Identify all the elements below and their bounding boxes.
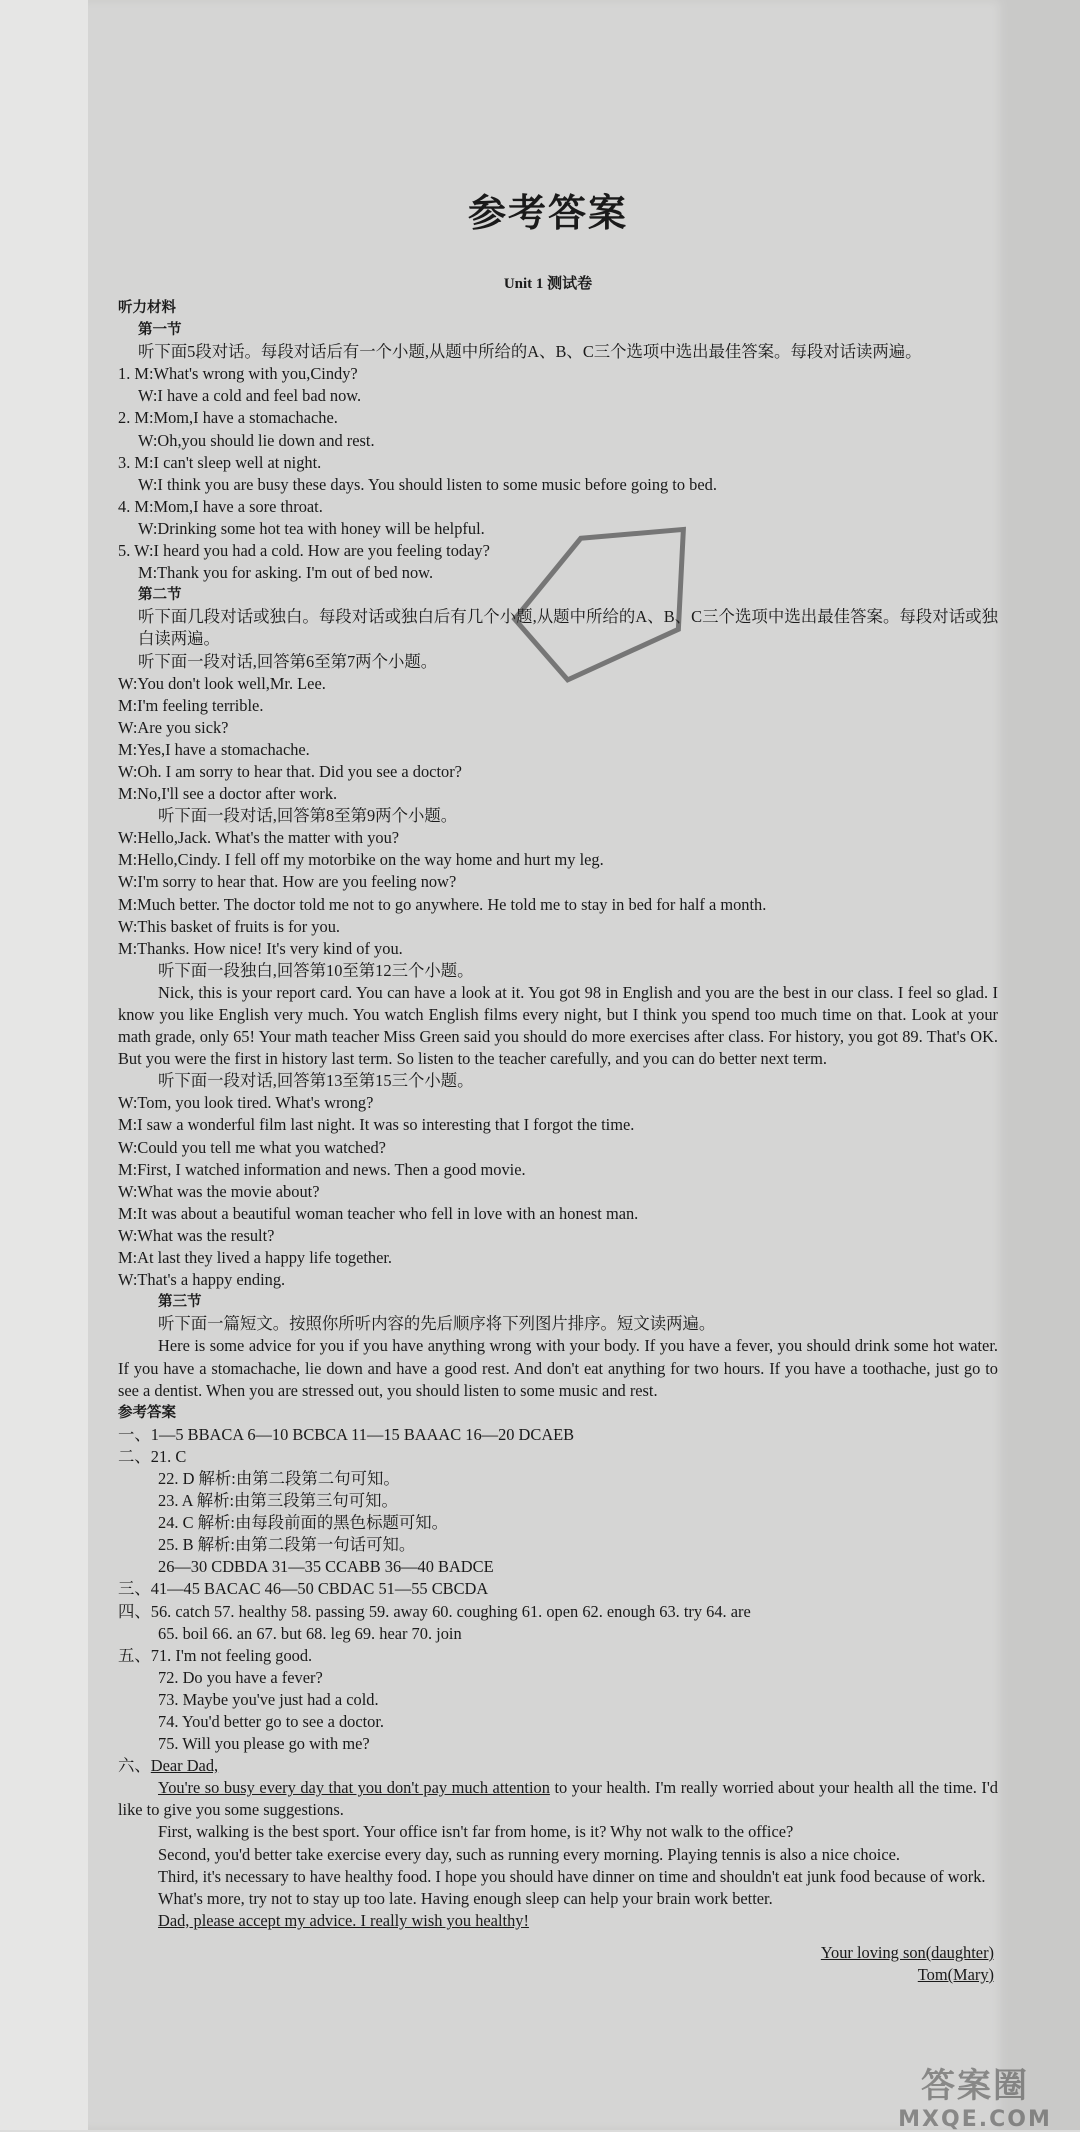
dialogue-line: W:I'm sorry to hear that. How are you feeling now? <box>118 872 457 892</box>
dialogue-line: W:What was the movie about? <box>118 1181 320 1201</box>
letter-greeting-line <box>118 1755 998 1777</box>
answer-line: 25. B 解析:由第二段第一句话可知。 <box>158 1535 416 1555</box>
answer-line: 72. Do you have a fever? <box>158 1667 323 1687</box>
listening-heading: 听力材料 <box>118 300 176 316</box>
answer-line: 73. Maybe you've just had a cold. <box>158 1689 379 1709</box>
dialogue-line: M:Hello,Cindy. I fell off my motorbike on the way home and hurt my leg. <box>118 850 604 870</box>
letter-paragraph: Third, it's necessary to have healthy food. I hope you should have dinner on time and shouldn't eat junk food because of work. <box>158 1866 986 1886</box>
section-2-intro: 听下面几段对话或独白。每段对话或独白后有几个小题,从题中所给的A、B、C三个选项中选出最佳答案。每段对话或独白读两遍。 <box>138 607 998 649</box>
section-3-heading: 第三节 <box>158 1294 202 1311</box>
dialogue-line: M:It was about a beautiful woman teacher who fell in love with an honest man. <box>118 1203 639 1223</box>
dialogue-intro: 听下面一段对话,回答第6至第7两个小题。 <box>138 651 438 671</box>
dialogue-intro: 听下面一段对话,回答第13至第15三个小题。 <box>158 1071 474 1091</box>
signature-line: Tom(Mary) <box>917 1965 994 1985</box>
answer-line: 五、71. I'm not feeling good. <box>118 1645 313 1665</box>
dialogue-line: M:I saw a wonderful film last night. It was so interesting that I forgot the time. <box>118 1115 635 1135</box>
dialogue-line: W:Oh. I am sorry to hear that. Did you see a doctor? <box>118 761 462 781</box>
dialogue-line: W:What was the result? <box>118 1225 275 1245</box>
section-2-heading: 第二节 <box>138 587 182 604</box>
answer-line: 二、21. C <box>118 1446 187 1466</box>
section-3-intro: 听下面一篇短文。按照你所听内容的先后顺序将下列图片排序。短文读两遍。 <box>158 1314 716 1334</box>
letter-paragraph: First, walking is the best sport. Your office isn't far from home, is it? Why not walk to the office? <box>158 1822 794 1842</box>
unit-title: Unit 1 测试卷 <box>503 276 593 292</box>
monologue-intro: 听下面一段独白,回答第10至第12三个小题。 <box>158 960 474 980</box>
answer-line: 三、41—45 BACAC 46—50 CBDAC 51—55 CBCDA <box>118 1579 489 1599</box>
dialogue-line: W:Tom, you look tired. What's wrong? <box>118 1093 374 1113</box>
page-content <box>118 297 998 1986</box>
answer-line: 四、56. catch 57. healthy 58. passing 59. away 60. coughing 61. open 62. enough 63. try 64. are <box>118 1601 751 1621</box>
scan-right-edge <box>1008 0 1080 2130</box>
dialogue-line: 2. M:Mom,I have a stomachache. <box>118 408 338 428</box>
dialogue-line: W:Could you tell me what you watched? <box>118 1137 386 1157</box>
letter-text: to your health. I'm really worried about your health all the time. I'd like to give you some suggestions. <box>118 1778 999 1820</box>
answer-line: 26—30 CDBDA 31—35 CCABB 36—40 BADCE <box>158 1557 494 1577</box>
dialogue-line: 5. W:I heard you had a cold. How are you feeling today? <box>118 541 490 561</box>
letter-paragraph <box>118 1777 998 1821</box>
dialogue-line: W:You don't look well,Mr. Lee. <box>118 673 326 693</box>
answer-line: 74. You'd better go to see a doctor. <box>158 1712 385 1731</box>
dialogue-line: W:This basket of fruits is for you. <box>118 916 340 936</box>
letter-paragraph <box>118 1910 998 1932</box>
letter-prefix: 六、 <box>118 1756 151 1776</box>
letter-greeting: Dear Dad, <box>150 1756 219 1776</box>
section-3-text: Here is some advice for you if you have anything wrong with your body. If you have a fever, you should drink some hot water. If you have a stomachache, lie down and have a good rest. And don't eat anything for two hours. If you have a toothache, just go to see a dentist. When you are stressed out, you should listen to some music and rest. <box>118 1336 998 1400</box>
watermark-line-1: 答案圈 <box>921 2066 1029 2106</box>
letter-underlined: You're so busy every day that you don't pay much attention <box>158 1778 550 1798</box>
dialogue-line: W:That's a happy ending. <box>118 1270 286 1290</box>
signoff-line: Your loving son(daughter) <box>820 1942 994 1962</box>
dialogue-line: 3. M:I can't sleep well at night. <box>118 452 322 472</box>
site-watermark-logo <box>880 2058 1070 2132</box>
answer-line: 一、1—5 BBACA 6—10 BCBCA 11—15 BAAAC 16—20 DCAEB <box>118 1424 575 1444</box>
letter-paragraph: What's more, try not to stay up too late. Having enough sleep can help your brain work better. <box>158 1888 773 1908</box>
dialogue-line: W:Are you sick? <box>118 717 229 737</box>
dialogue-line: W:Drinking some hot tea with honey will be helpful. <box>138 518 485 538</box>
answer-line: 22. D 解析:由第二段第二句可知。 <box>158 1468 400 1488</box>
dialogue-line: M:At last they lived a happy life together. <box>118 1248 393 1268</box>
answer-page <box>88 0 1008 2130</box>
dialogue-line: M:Thank you for asking. I'm out of bed now. <box>138 563 434 583</box>
dialogue-line: W:I have a cold and feel bad now. <box>138 386 362 406</box>
dialogue-line: W:Oh,you should lie down and rest. <box>138 430 375 450</box>
dialogue-line: M:Much better. The doctor told me not to go anywhere. He told me to stay in bed for half a month. <box>118 894 767 914</box>
answer-line: 24. C 解析:由每段前面的黑色标题可知。 <box>158 1513 449 1533</box>
letter-paragraph: Second, you'd better take exercise every day, such as running every morning. Playing tennis is also a nice choice. <box>158 1844 900 1864</box>
dialogue-line: M:Yes,I have a stomachache. <box>118 739 310 759</box>
dialogue-line: M:First, I watched information and news. Then a good movie. <box>118 1159 526 1179</box>
scan-left-edge <box>0 0 88 2130</box>
answer-line: 75. Will you please go with me? <box>158 1734 370 1754</box>
monologue-text: Nick, this is your report card. You can have a look at it. You got 98 in English and you are the best in our class. I feel so glad. I know you like English very much. You watch English films every night, but I think you spend too much time on that. Look at your math grade, only 65! Your math teacher Miss Green said you should do more exercises after class. For history, you got 89. That's OK. But you were the first in history last term. So listen to the teacher carefully, and you can do better next term. <box>118 982 998 1069</box>
letter-signoff <box>118 1942 998 1964</box>
section-1-heading: 第一节 <box>138 322 182 339</box>
dialogue-line: M:Thanks. How nice! It's very kind of you. <box>118 938 403 958</box>
dialogue-line: M:No,I'll see a doctor after work. <box>118 784 338 804</box>
dialogue-line: M:I'm feeling terrible. <box>118 695 264 715</box>
letter-closing: Dad, please accept my advice. I really wish you healthy! <box>158 1910 529 1930</box>
page-title: 参考答案 <box>467 191 628 235</box>
answer-line: 23. A 解析:由第三段第三句可知。 <box>158 1491 398 1511</box>
dialogue-line: 4. M:Mom,I have a sore throat. <box>118 496 323 516</box>
dialogue-line: W:Hello,Jack. What's the matter with you? <box>118 828 400 848</box>
answers-heading: 参考答案 <box>118 1404 176 1421</box>
dialogue-line: 1. M:What's wrong with you,Cindy? <box>118 364 358 384</box>
dialogue-line: W:I think you are busy these days. You should listen to some music before going to bed. <box>138 474 717 494</box>
section-1-intro: 听下面5段对话。每段对话后有一个小题,从题中所给的A、B、C三个选项中选出最佳答案。每段对话读两遍。 <box>138 342 922 362</box>
watermark-line-2: MXQE.COM <box>898 2107 1052 2132</box>
dialogue-intro: 听下面一段对话,回答第8至第9两个小题。 <box>158 806 458 826</box>
letter-signature <box>118 1964 998 1986</box>
answer-line: 65. boil 66. an 67. but 68. leg 69. hear 70. join <box>158 1623 462 1643</box>
